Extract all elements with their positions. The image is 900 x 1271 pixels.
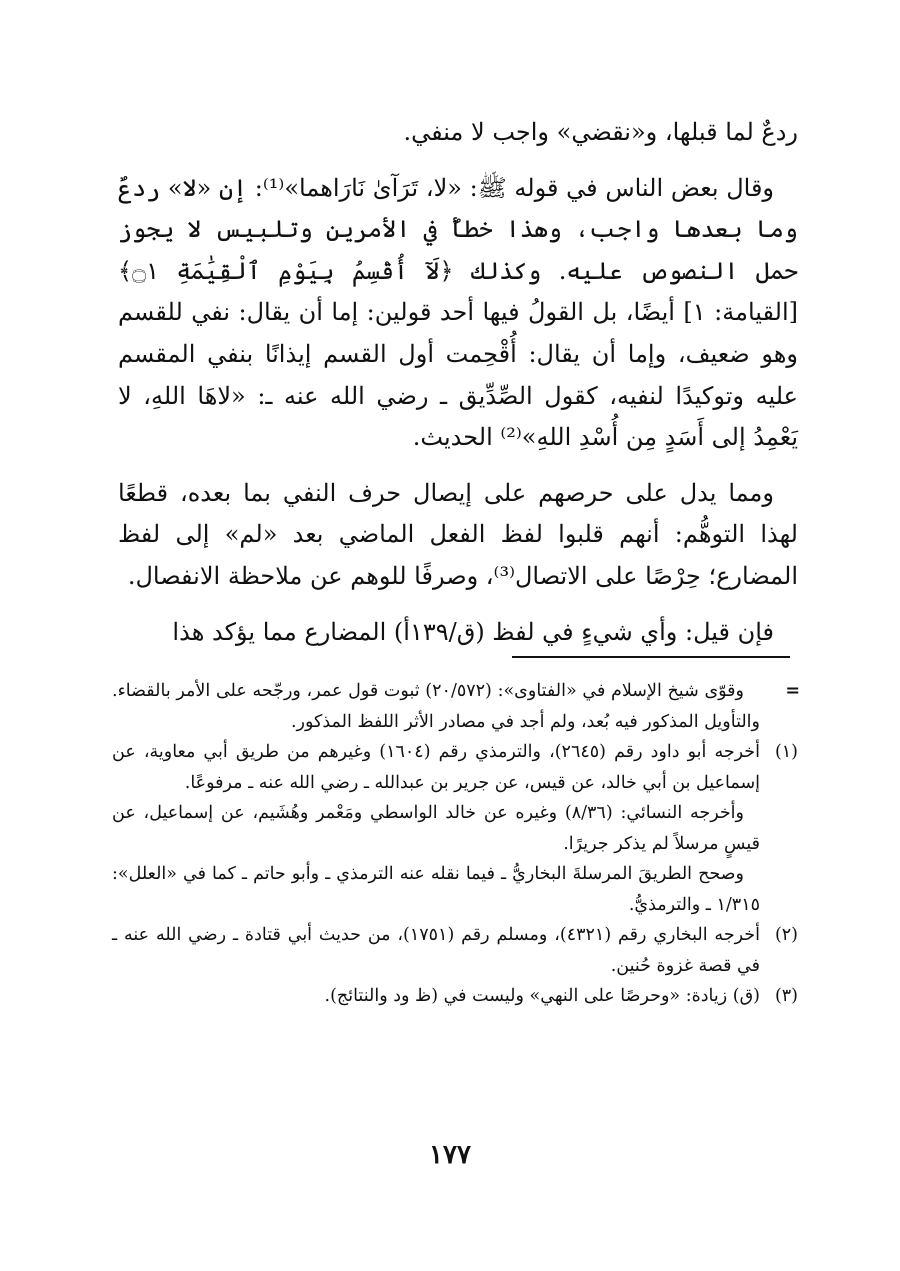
footnote-1 <box>112 737 800 920</box>
footnote-text: (ق) زيادة: «وحرصًا على النهي» وليست في (ظ ود والنتائج). <box>324 986 760 1006</box>
main-paragraph-4: فإن قيل: وأي شيءٍ في لفظ (ق/١٣٩أ) المضارع مما يؤكد هذا <box>172 617 774 646</box>
footnote-continuation-text: وقوّى شيخ الإسلام في «الفتاوى»: (٢٠/٥٧٢) ثبوت قول عمر، ورجّحه على الأمر بالقضاء. والتأويل المذكور فيه بُعد، ولم أجد في مصادر الأثر اللفظ المذكور. <box>112 681 760 732</box>
footnote-number: (١) <box>774 742 798 762</box>
footnote-3 <box>112 981 800 1012</box>
footnote-text: وصحح الطريقَ المرسلةَ البخاريُّ ـ فيما نقله عنه الترمذي ـ وأبو حاتم ـ كما في «العلل»: ١/٣١٥ ـ والترمذيُّ. <box>112 864 760 915</box>
main-paragraph-2: وقال بعض الناس في قوله ﷺ: «لا، تَرَآىٰ نَارَاهما»⁽¹⁾: إن «لا» ردعٌ وما بعدها واجب، وهذا خطأٌ في الأمرين وتلبيس لا يجوز حمل النصوص عليه. وكذلك ﴿لَآ أُقْسِمُ بِيَوْمِ ٱلْقِيَٰمَةِ ۝١﴾ [القيامة: ١] أيضًا، بل القولُ فيها أحد قولين: إما أن يقال: نفي للقسم وهو ضعيف، وإما أن يقال: أُقْحِمت أول القسم إيذانًا بنفي المقسم عليه وتوكيدًا لنفيه، كقول الصِّدِّيق ـ رضي الله عنه ـ: «لاهَا اللهِ، لا يَعْمِدُ إلى أَسَدٍ مِن أُسْدِ اللهِ»⁽²⁾ الحديث. <box>118 173 798 452</box>
footnote-text: وأخرجه النسائي: (٨/٣٦) وغيره عن خالد الواسطي ومَعْمر وهُشَيم، عن إسماعيل، عن قيسٍ مرسلاً لم يذكر جريرًا. <box>112 803 760 854</box>
footnote-continuation <box>112 676 800 737</box>
continuation-marker: = <box>785 681 800 701</box>
footnotes <box>112 676 800 1012</box>
footnote-2 <box>112 920 800 981</box>
page-number: ١٧٧ <box>429 1140 471 1170</box>
main-paragraph-1: ردعٌ لما قبلها، و«نقضي» واجب لا منفي. <box>403 118 798 146</box>
footnote-number: (٣) <box>774 986 798 1006</box>
main-text <box>118 112 798 667</box>
footnote-number: (٢) <box>774 925 798 945</box>
main-paragraph-3: ومما يدل على حرصهم على إيصال حرف النفي بما بعده، قطعًا لهذا التوهُّم: أنهم قلبوا لفظ الفعل الماضي بعد «لم» إلى لفظ المضارع؛ حِرْصًا على الاتصال⁽³⁾، وصرفًا للوهم عن ملاحظة الانفصال. <box>118 478 798 590</box>
footnote-text: أخرجه أبو داود رقم (٢٦٤٥)، والترمذي رقم (١٦٠٤) وغيرهم من طريق أبي معاوية، عن إسماعيل بن أبي خالد، عن قيس، عن جرير بن عبدالله ـ رضي الله عنه ـ مرفوعًا. <box>112 742 760 793</box>
footnote-separator <box>512 656 790 658</box>
footnote-text: أخرجه البخاري رقم (٤٣٢١)، ومسلم رقم (١٧٥١)، من حديث أبي قتادة ـ رضي الله عنه ـ في قصة غزوة حُنين. <box>112 925 760 976</box>
